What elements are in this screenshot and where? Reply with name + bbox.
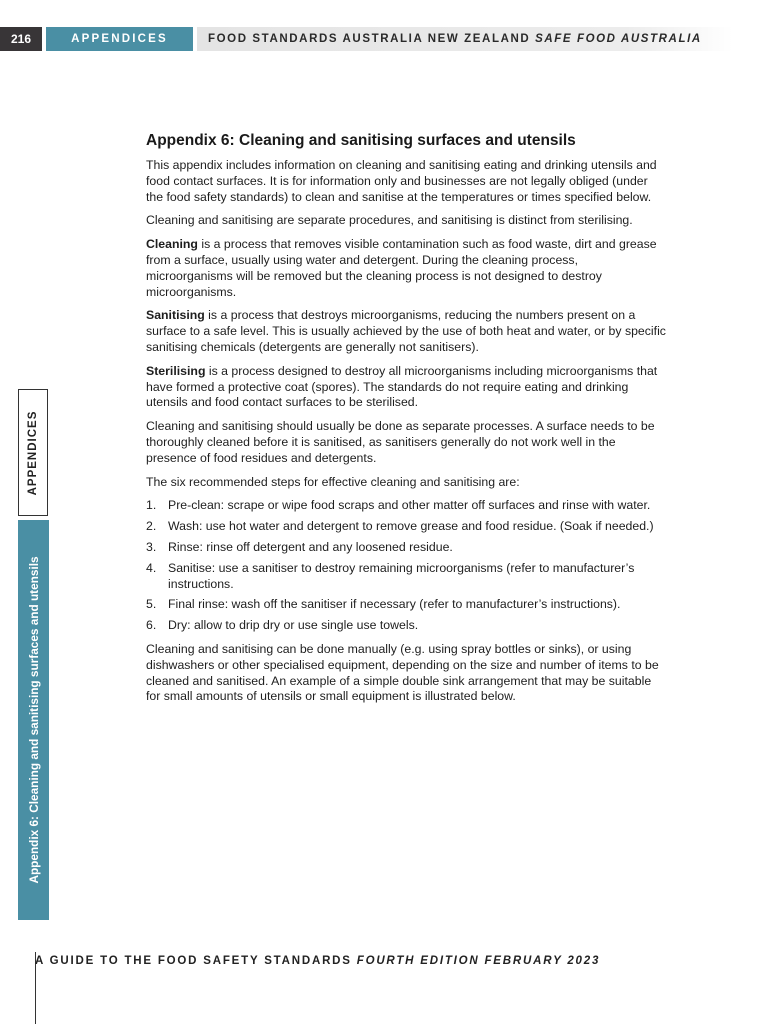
separate-procedures-paragraph: Cleaning and sanitising are separate procedures, and sanitising is distinct from sterilising. <box>146 213 633 228</box>
step-text: Sanitise: use a sanitiser to destroy remaining microorganisms (refer to manufacturer’s instructions. <box>168 560 635 591</box>
step-text: Wash: use hot water and detergent to remove grease and food residue. (Soak if needed.) <box>168 519 654 534</box>
steps-intro: The six recommended steps for effective cleaning and sanitising are: <box>146 474 520 489</box>
step-text: Pre-clean: scrape or wipe food scraps and other matter off surfaces and rinse with water. <box>168 498 651 513</box>
sanitising-definition <box>146 308 666 355</box>
main-content <box>146 132 666 713</box>
list-item <box>146 498 666 514</box>
side-tab-section-label: APPENDICES <box>27 410 39 495</box>
cleaning-definition <box>146 237 666 300</box>
page-number: 216 <box>0 27 42 51</box>
step-number: 3. <box>146 539 157 554</box>
steps-list <box>146 498 666 634</box>
list-item <box>146 519 666 535</box>
step-text: Rinse: rinse off detergent and any loosened residue. <box>168 539 453 554</box>
list-item <box>146 561 666 593</box>
publication-name: SAFE FOOD AUSTRALIA <box>535 33 702 45</box>
sterilising-definition <box>146 364 666 411</box>
step-number: 2. <box>146 519 157 534</box>
closing-paragraph: Cleaning and sanitising can be done manually (e.g. using spray bottles or sinks), or using dishwashers or other specialised equipment, depending on the size and number of items to be cleaned and sanitised. An example of a simple double sink arrangement that may be suitable for small amounts of utensils or small equipment is illustrated below. <box>146 641 659 704</box>
section-label: APPENDICES <box>46 27 193 51</box>
sanitising-text: is a process that destroys microorganisms, reducing the numbers present on a surface to a safe level. This is usually achieved by the use of both heat and water, or by specific sanitising chemicals (detergents are generally not sanitisers). <box>146 308 666 354</box>
list-item <box>146 540 666 556</box>
side-tab-chapter <box>18 520 49 920</box>
publisher-name: FOOD STANDARDS AUSTRALIA NEW ZEALAND <box>208 33 531 45</box>
separate-processes-paragraph: Cleaning and sanitising should usually be done as separate processes. A surface needs to be thoroughly cleaned before it is sanitised, as sanitisers generally do not work well in the presence of food residues and detergents. <box>146 419 655 465</box>
sanitising-term: Sanitising <box>146 308 205 323</box>
step-text: Dry: allow to drip dry or use single use towels. <box>168 618 419 633</box>
cleaning-term: Cleaning <box>146 237 198 252</box>
cleaning-text: is a process that removes visible contamination such as food waste, dirt and grease from a surface, usually using water and detergent. During the cleaning process, microorganisms will be removed but the cleaning process is not designed to destroy microorganisms. <box>146 237 657 299</box>
side-tab-section <box>18 389 48 516</box>
sterilising-term: Sterilising <box>146 363 206 378</box>
step-number: 1. <box>146 498 157 513</box>
sterilising-text: is a process designed to destroy all microorganisms including microorganisms that have formed a protective coat (spores). The standards do not require eating and drinking utensils and food contact surfaces to be sterilised. <box>146 363 658 410</box>
side-tab-chapter-label: Appendix 6: Cleaning and sanitising surfaces and utensils <box>26 556 41 884</box>
page-footer <box>35 955 600 967</box>
page-title: Appendix 6: Cleaning and sanitising surfaces and utensils <box>146 132 576 149</box>
step-number: 4. <box>146 560 157 575</box>
intro-paragraph: This appendix includes information on cleaning and sanitising eating and drinking utensils and food contact surfaces. It is for information only and businesses are not legally obliged (under the food safety standards) to clean and sanitise at the temperatures or times specified below. <box>146 158 657 204</box>
list-item <box>146 597 666 613</box>
step-number: 6. <box>146 618 157 633</box>
step-text: Final rinse: wash off the sanitiser if necessary (refer to manufacturer’s instructions). <box>168 597 621 612</box>
step-number: 5. <box>146 597 157 612</box>
footer-edition: FOURTH EDITION FEBRUARY 2023 <box>356 955 601 967</box>
footer-title: A GUIDE TO THE FOOD SAFETY STANDARDS <box>35 955 352 967</box>
page-header <box>0 27 768 51</box>
list-item <box>146 618 666 634</box>
running-title <box>197 27 733 51</box>
